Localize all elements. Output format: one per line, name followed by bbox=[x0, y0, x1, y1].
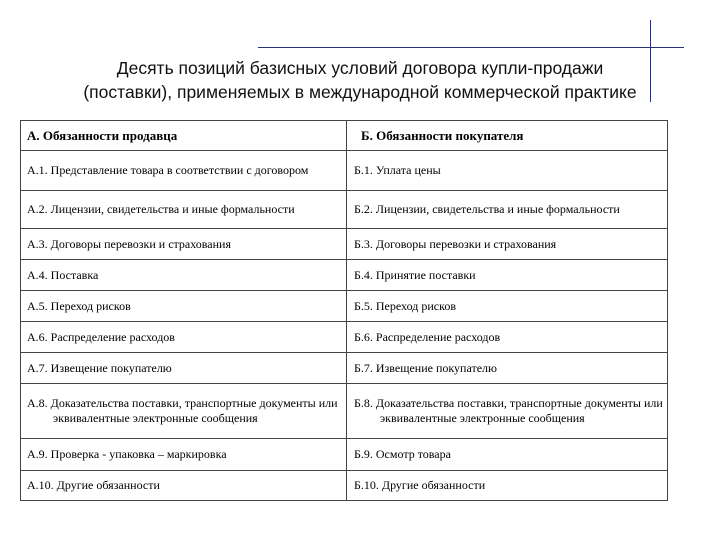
seller-cell-text: А.1. Представление товара в соответствии с договором bbox=[27, 163, 309, 177]
seller-cell bbox=[21, 384, 347, 439]
buyer-cell-text: Б.7. Извещение покупателю bbox=[354, 360, 497, 375]
buyer-cell bbox=[347, 322, 668, 353]
buyer-cell-text: Б.8. Доказательства поставки, транспортные документы или эквивалентные электронные сообщения bbox=[354, 396, 663, 425]
table-row bbox=[21, 229, 668, 260]
table-row bbox=[21, 151, 668, 191]
obligations-table bbox=[20, 120, 668, 501]
buyer-cell bbox=[347, 439, 668, 471]
buyer-cell bbox=[347, 353, 668, 384]
buyer-cell-text: Б.1. Уплата цены bbox=[354, 163, 441, 177]
buyer-cell bbox=[347, 229, 668, 260]
table-row bbox=[21, 471, 668, 501]
buyer-cell-text: Б.6. Распределение расходов bbox=[354, 329, 501, 344]
buyer-cell-text: Б.10. Другие обязанности bbox=[354, 478, 486, 492]
seller-cell-text: А.2. Лицензии, свидетельства и иные формальности bbox=[27, 202, 295, 216]
slide-title-line-1: Десять позиций базисных условий договора купли-продажи bbox=[116, 58, 604, 78]
seller-cell bbox=[21, 151, 347, 191]
seller-cell bbox=[21, 471, 347, 501]
buyer-cell bbox=[347, 151, 668, 191]
seller-cell bbox=[21, 229, 347, 260]
seller-cell bbox=[21, 439, 347, 471]
buyer-cell bbox=[347, 260, 668, 291]
table-row bbox=[21, 291, 668, 322]
table-row bbox=[21, 384, 668, 439]
seller-cell-text: А.8. Доказательства поставки, транспортные документы или эквивалентные электронные сообщения bbox=[27, 396, 338, 425]
seller-cell-text: А.9. Проверка - упаковка – маркировка bbox=[27, 447, 227, 461]
table-row bbox=[21, 353, 668, 384]
seller-cell bbox=[21, 322, 347, 353]
buyer-cell-text: Б.3. Договоры перевозки и страхования bbox=[354, 236, 557, 251]
slide-title-line-2: (поставки), применяемых в международной коммерческой практике bbox=[83, 82, 637, 102]
buyer-cell-text: Б.9. Осмотр товара bbox=[354, 447, 451, 461]
buyer-cell bbox=[347, 384, 668, 439]
seller-cell-text: А.10. Другие обязанности bbox=[27, 478, 160, 492]
table-row bbox=[21, 322, 668, 353]
decorative-horizontal-line bbox=[258, 47, 684, 48]
seller-cell bbox=[21, 191, 347, 229]
buyer-cell bbox=[347, 291, 668, 322]
seller-cell-text: А.7. Извещение покупателю bbox=[27, 360, 172, 375]
buyer-cell-text: Б.2. Лицензии, свидетельства и иные формальности bbox=[354, 202, 620, 216]
buyer-cell-text: Б.5. Переход рисков bbox=[354, 298, 456, 313]
buyer-cell bbox=[347, 471, 668, 501]
buyer-cell-text: Б.4. Принятие поставки bbox=[354, 267, 476, 282]
table-row bbox=[21, 260, 668, 291]
slide-title bbox=[20, 56, 700, 104]
seller-cell bbox=[21, 260, 347, 291]
seller-cell-text: А.6. Распределение расходов bbox=[27, 329, 175, 344]
header-buyer-obligations: Б. Обязанности покупателя bbox=[347, 121, 668, 151]
buyer-cell bbox=[347, 191, 668, 229]
seller-cell bbox=[21, 353, 347, 384]
table-header-row bbox=[21, 121, 668, 151]
seller-cell-text: А.4. Поставка bbox=[27, 267, 99, 282]
table-row bbox=[21, 439, 668, 471]
seller-cell bbox=[21, 291, 347, 322]
seller-cell-text: А.3. Договоры перевозки и страхования bbox=[27, 236, 231, 251]
header-seller-obligations: А. Обязанности продавца bbox=[21, 121, 347, 151]
seller-cell-text: А.5. Переход рисков bbox=[27, 298, 131, 313]
table-row bbox=[21, 191, 668, 229]
